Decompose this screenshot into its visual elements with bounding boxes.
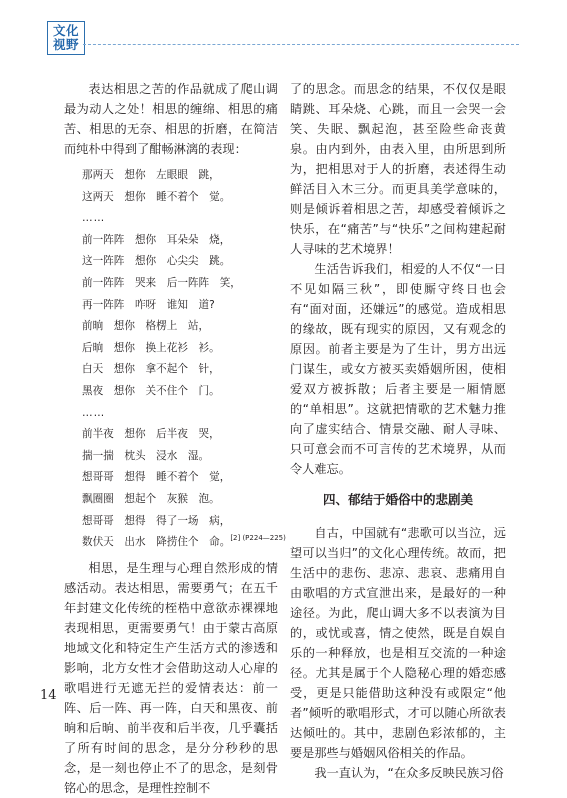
poem-line: 揣一揣 枕头 浸水 湿。: [82, 449, 210, 462]
right-column: [290, 79, 506, 783]
left-column: [64, 79, 286, 798]
citation-mark: [2] (P224—225): [230, 534, 286, 543]
poem-line: 飘圈圈 想起个 灰猴 泡。: [82, 492, 220, 505]
paragraph: 了的思念。而思念的结果，不仅仅是眼睛跳、耳朵烧、心跳，而且一会哭一会笑、失眠、飘起泡，甚至险些命丧黄泉。由内到外，由表入里，由所思到所为，把相思对于人的折磨，表述得生动鲜活目入木三分。而更具美学意味的，则是倾诉着相思之苦，却感受着倾诉之快乐，在“痛苦”与“快乐”之间构建起耐人寻味的艺术境界！: [290, 82, 506, 256]
paragraph: 生活告诉我们，相爱的人不仅“一日不见如隔三秋”，即使厮守终日也会有“面对面，还嫌远”的感觉。造成相思的缘故，既有现实的原因，又有观念的原因。前者主要是为了生计，男方出远门谋生，或女方被买卖婚姻所困，使相爱双方被拆散；后者主要是一厢情愿的“单相思”。这就把情歌的艺术魅力推向了虚实结合、情景交融、耐人寻味、只可意会而不可言传的艺术境界，从而令人难忘。: [290, 262, 506, 476]
poem-line: 想哥哥 想得 睡不着个 觉，: [82, 471, 231, 484]
poem-line: [64, 532, 286, 554]
header-dashed-rule: [83, 44, 519, 45]
page-number: 14: [40, 688, 57, 703]
poem-line: 再一阵阵 咋呀 谁知 道?: [82, 298, 215, 311]
section-badge-line2: 视野: [52, 37, 79, 52]
paragraph: 相思，是生理与心理自然形成的情感活动。表达相思，需要勇气；在五千年封建文化传统的桎梏中意欲赤裸裸地表现相思，更需要勇气！由于蒙古高原地域文化和特定生产生活方式的渗透和影响，北方女性才会借助这动人心扉的歌唱进行无遮无拦的爱情表达：前一阵、后一阵、再一阵，白天和黑夜、前晌和后晌、前半夜和后半夜，几乎囊括了所有时间的思念，是分分秒秒的思念，是一刻也停止不了的思念，是刻骨铭心的思念，是理性控制不: [64, 560, 278, 795]
paragraph: 我一直认为，“在众多反映民族习俗: [314, 766, 504, 780]
poem-line: 白天 想你 拿不起个 针，: [82, 363, 220, 376]
poem-line: 黑夜 想你 关不住个 门。: [82, 384, 220, 397]
poem-line: 后晌 想你 换上花衫 衫。: [82, 341, 220, 354]
poem-line: 这一阵阵 想你 心尖尖 跳。: [82, 255, 231, 268]
paragraph: 表达相思之苦的作品就成了爬山调最为动人之处！相思的缠绵、相思的痛苦、相思的无奈、相思的折磨，在简洁而纯朴中得到了酣畅淋漓的表现：: [64, 82, 278, 156]
section-badge: [47, 21, 85, 55]
folk-song-quote: [64, 165, 286, 554]
poem-line: 前一阵阵 想你 耳朵朵 烧，: [82, 233, 231, 246]
paragraph: 自古，中国就有“悲歌可以当泣，远望可以当归”的文化心理传统。故而，把生活中的悲伤、悲凉、悲哀、悲痛用自由歌唱的方式宣泄出来，是最好的一种途径。为此，爬山调大多不以表演为目的，或忧或喜，情之使然，既是自娱自乐的一种释放，也是相互交流的一种途径。尤其是属于个人隐秘心理的婚恋感受，更是只能借助这种没有或限定“他者”倾听的歌唱形式，才可以随心所欲表达倾吐的。其中，悲剧色彩浓郁的，主要是那些与婚姻风俗相关的作品。: [290, 526, 506, 760]
section-badge-line1: 文化: [52, 23, 79, 38]
poem-line: 那两天 想你 左眼眼 跳，: [82, 169, 220, 181]
poem-line: 前半夜 想你 后半夜 哭，: [82, 428, 220, 441]
section-heading: 四、郁结于婚俗中的悲剧美: [322, 492, 473, 507]
poem-ellipsis: ……: [82, 406, 106, 419]
poem-line-text: 数伏天 出水 降捞住个 命。: [82, 536, 231, 549]
poem-line: 这两天 想你 睡不着个 觉。: [82, 190, 231, 203]
poem-ellipsis: ……: [82, 212, 106, 225]
poem-line: 想哥哥 想得 得了一场 病，: [82, 514, 231, 527]
poem-line: 前晌 想你 格楞上 站，: [82, 320, 210, 333]
poem-line: 前一阵阵 哭来 后一阵阵 笑，: [82, 276, 241, 289]
